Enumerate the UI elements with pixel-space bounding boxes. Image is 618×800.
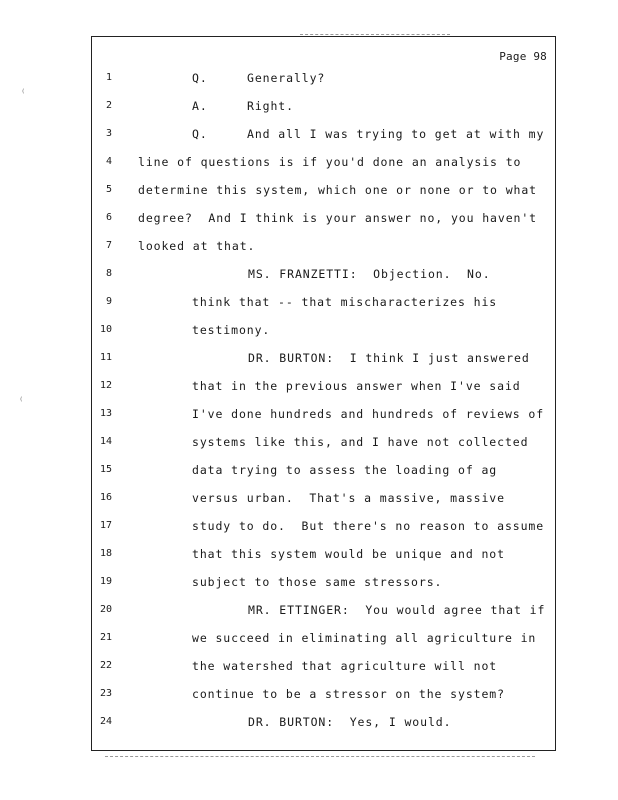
transcript-line [92, 545, 557, 563]
transcript-line [92, 237, 557, 255]
speaker-label: A. [192, 99, 208, 113]
line-content: looked at that. [138, 239, 256, 253]
line-content: we succeed in eliminating all agriculture in [192, 631, 537, 645]
line-number: 15 [99, 464, 112, 475]
line-number: 17 [99, 520, 112, 531]
line-content: Right. [247, 99, 294, 113]
transcript-line [92, 601, 557, 619]
line-number: 6 [105, 212, 112, 223]
line-content: degree? And I think is your answer no, you haven't [138, 211, 538, 225]
line-number: 21 [99, 632, 112, 643]
transcript-line [92, 125, 557, 143]
line-number: 14 [99, 436, 112, 447]
transcript-line [92, 629, 557, 647]
line-text [192, 125, 544, 143]
line-content: that in the previous answer when I've said [192, 379, 521, 393]
line-number: 8 [105, 268, 112, 279]
transcript-line [92, 433, 557, 451]
line-content: And all I was trying to get at with my [247, 127, 545, 141]
line-text [192, 97, 294, 115]
page-number: Page 98 [499, 50, 547, 63]
line-content: MR. ETTINGER: You would agree that if [248, 603, 546, 617]
transcript-line [92, 293, 557, 311]
transcript-line [92, 209, 557, 227]
line-content: systems like this, and I have not collected [192, 435, 529, 449]
bottom-edge-artifact [105, 756, 535, 757]
line-number: 4 [105, 156, 112, 167]
transcript-line [92, 657, 557, 675]
top-edge-artifact [300, 34, 450, 35]
line-number: 12 [99, 380, 112, 391]
transcript-line [92, 377, 557, 395]
transcript-line [92, 517, 557, 535]
line-content: DR. BURTON: Yes, I would. [248, 715, 452, 729]
line-content: subject to those same stressors. [192, 575, 443, 589]
speaker-label: Q. [192, 71, 208, 85]
line-content: the watershed that agriculture will not [192, 659, 498, 673]
transcript-line [92, 69, 557, 87]
speaker-label: Q. [192, 127, 208, 141]
line-number: 16 [99, 492, 112, 503]
line-content: study to do. But there's no reason to assume [192, 519, 545, 533]
transcript-line [92, 489, 557, 507]
line-number: 5 [105, 184, 112, 195]
line-content: versus urban. That's a massive, massive [192, 491, 505, 505]
line-content: data trying to assess the loading of ag [192, 463, 498, 477]
line-number: 1 [105, 72, 112, 83]
line-number: 24 [99, 716, 112, 727]
line-content: that this system would be unique and not [192, 547, 505, 561]
transcript-line [92, 181, 557, 199]
line-content: line of questions is if you'd done an analysis to [138, 155, 522, 169]
line-content: Generally? [247, 71, 326, 85]
line-content: continue to be a stressor on the system? [192, 687, 505, 701]
margin-mark: ⁽ [22, 88, 25, 99]
line-number: 10 [99, 324, 112, 335]
margin-mark: ⁽ [20, 396, 23, 407]
transcript-page [91, 36, 556, 751]
transcript-line [92, 321, 557, 339]
line-number: 19 [99, 576, 112, 587]
transcript-line [92, 713, 557, 731]
line-number: 2 [105, 100, 112, 111]
transcript-line [92, 461, 557, 479]
line-number: 3 [105, 128, 112, 139]
line-number: 9 [105, 296, 112, 307]
line-number: 22 [99, 660, 112, 671]
line-text [192, 69, 325, 87]
line-content: testimony. [192, 323, 271, 337]
transcript-line [92, 573, 557, 591]
line-number: 20 [99, 604, 112, 615]
line-number: 18 [99, 548, 112, 559]
transcript-line [92, 685, 557, 703]
transcript-line [92, 153, 557, 171]
transcript-line [92, 97, 557, 115]
line-number: 11 [99, 352, 112, 363]
line-content: DR. BURTON: I think I just answered [248, 351, 530, 365]
line-content: think that -- that mischaracterizes his [192, 295, 498, 309]
line-content: determine this system, which one or none or to what [138, 183, 538, 197]
line-number: 7 [105, 240, 112, 251]
line-content: MS. FRANZETTI: Objection. No. [248, 267, 491, 281]
transcript-line [92, 405, 557, 423]
line-number: 13 [99, 408, 112, 419]
line-content: I've done hundreds and hundreds of reviews of [192, 407, 545, 421]
transcript-line [92, 349, 557, 367]
transcript-line [92, 265, 557, 283]
line-number: 23 [99, 688, 112, 699]
